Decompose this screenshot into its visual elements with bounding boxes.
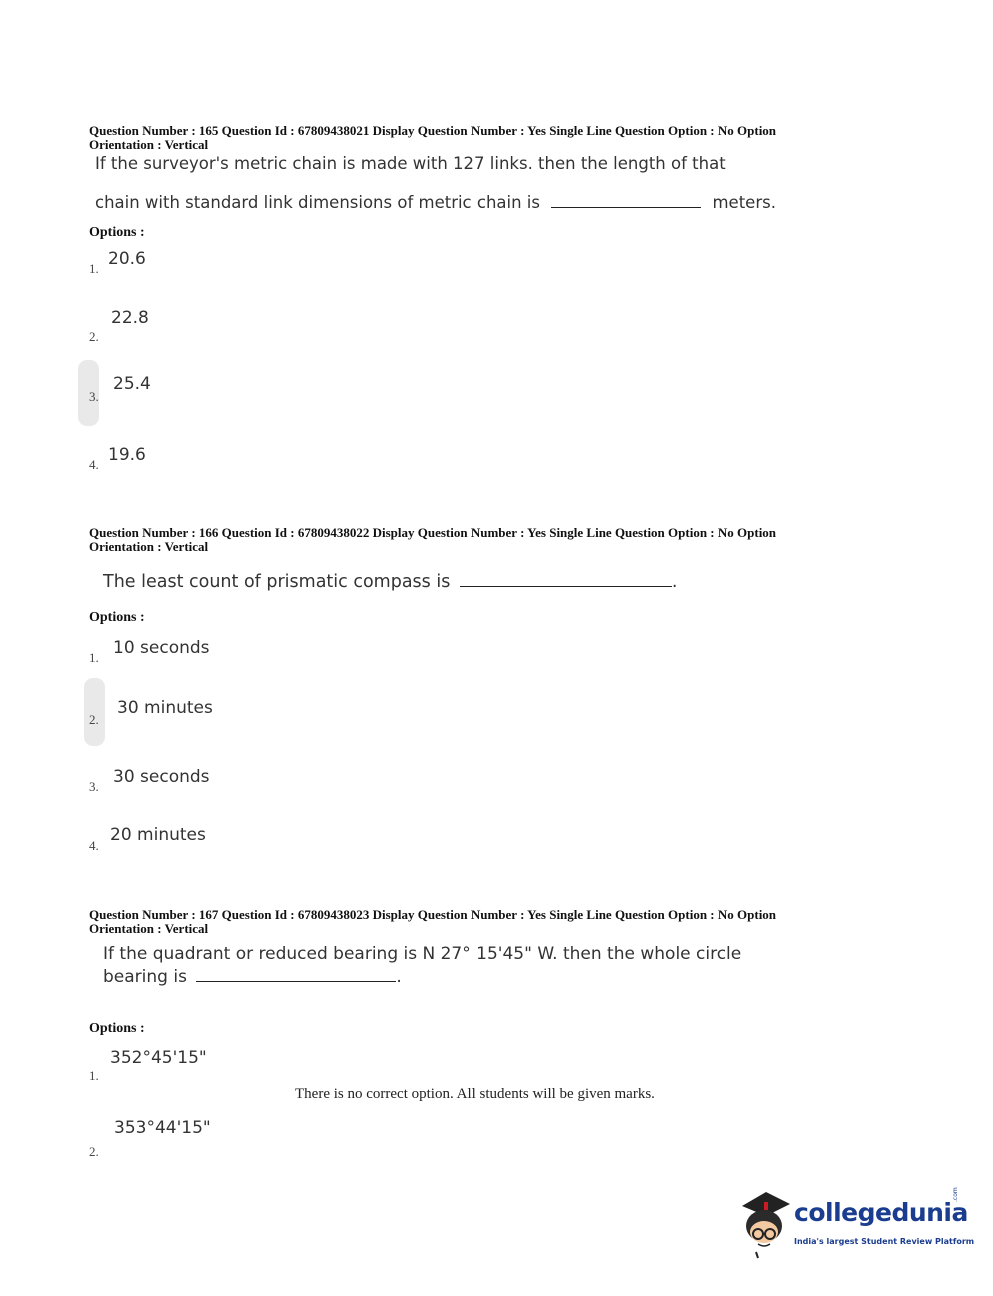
question-165-text-line1: If the surveyor's metric chain is made with 127 links. then the length of that	[95, 154, 726, 173]
question-meta-line: Question Number : 166 Question Id : 67809438022 Display Question Number : Yes Single Line Question Option : No Option	[89, 525, 777, 540]
options-label: Options :	[89, 225, 145, 240]
collegedunia-logo	[736, 1187, 975, 1260]
answer-blank	[460, 586, 672, 587]
question-text-suffix: .	[396, 967, 402, 987]
option-number: 4.	[89, 838, 99, 853]
option-number: 1.	[89, 261, 99, 276]
question-meta-orientation: Orientation : Vertical	[89, 137, 209, 152]
question-text: chain with standard link dimensions of metric chain is	[95, 193, 540, 212]
option-167-1[interactable]: 352°45'15"	[110, 1048, 207, 1068]
question-167-meta	[89, 908, 889, 936]
option-166-2[interactable]: 30 minutes	[117, 698, 213, 718]
logo-wordmark: collegedunia	[794, 1198, 968, 1227]
option-166-1[interactable]: 10 seconds	[113, 638, 210, 658]
option-165-1[interactable]: 20.6	[108, 249, 146, 269]
option-number: 2.	[89, 329, 99, 344]
option-165-2[interactable]: 22.8	[111, 308, 149, 328]
question-meta-line: Question Number : 167 Question Id : 67809438023 Display Question Number : Yes Single Line Question Option : No Option	[89, 907, 777, 922]
option-number: 2.	[89, 712, 99, 727]
options-label: Options :	[89, 610, 145, 625]
question-text: bearing is	[103, 967, 187, 987]
marking-note: There is no correct option. All students will be given marks.	[295, 1086, 655, 1102]
logo-tagline: India's largest Student Review Platform	[794, 1237, 975, 1246]
option-number: 2.	[89, 1144, 99, 1159]
option-number: 3.	[89, 389, 99, 404]
question-167-text-line2	[103, 967, 402, 987]
option-165-3[interactable]: 25.4	[113, 374, 151, 394]
question-166-text-line1	[103, 572, 677, 592]
question-165-meta	[89, 124, 889, 152]
logo-suffix: .com	[952, 1187, 959, 1202]
mascot-icon	[736, 1188, 792, 1260]
answer-blank	[551, 207, 701, 208]
options-label: Options :	[89, 1021, 145, 1036]
question-167-text-line1: If the quadrant or reduced bearing is N 27° 15'45" W. then the whole circle	[103, 944, 742, 964]
option-number: 3.	[89, 779, 99, 794]
question-text-suffix: meters.	[712, 193, 776, 212]
option-number: 4.	[89, 457, 99, 472]
question-text-suffix: .	[671, 572, 678, 592]
option-166-3[interactable]: 30 seconds	[113, 767, 210, 787]
question-166-meta	[89, 526, 889, 554]
option-165-4[interactable]: 19.6	[108, 445, 146, 465]
option-166-4[interactable]: 20 minutes	[110, 825, 206, 845]
answer-blank	[196, 981, 396, 982]
option-167-2[interactable]: 353°44'15"	[114, 1118, 211, 1138]
question-text: The least count of prismatic compass is	[103, 572, 451, 592]
option-number: 1.	[89, 1068, 99, 1083]
question-meta-orientation: Orientation : Vertical	[89, 539, 209, 554]
option-number: 1.	[89, 650, 99, 665]
question-meta-line: Question Number : 165 Question Id : 67809438021 Display Question Number : Yes Single Line Question Option : No Option	[89, 123, 777, 138]
question-meta-orientation: Orientation : Vertical	[89, 921, 209, 936]
question-165-text-line2	[95, 193, 776, 212]
